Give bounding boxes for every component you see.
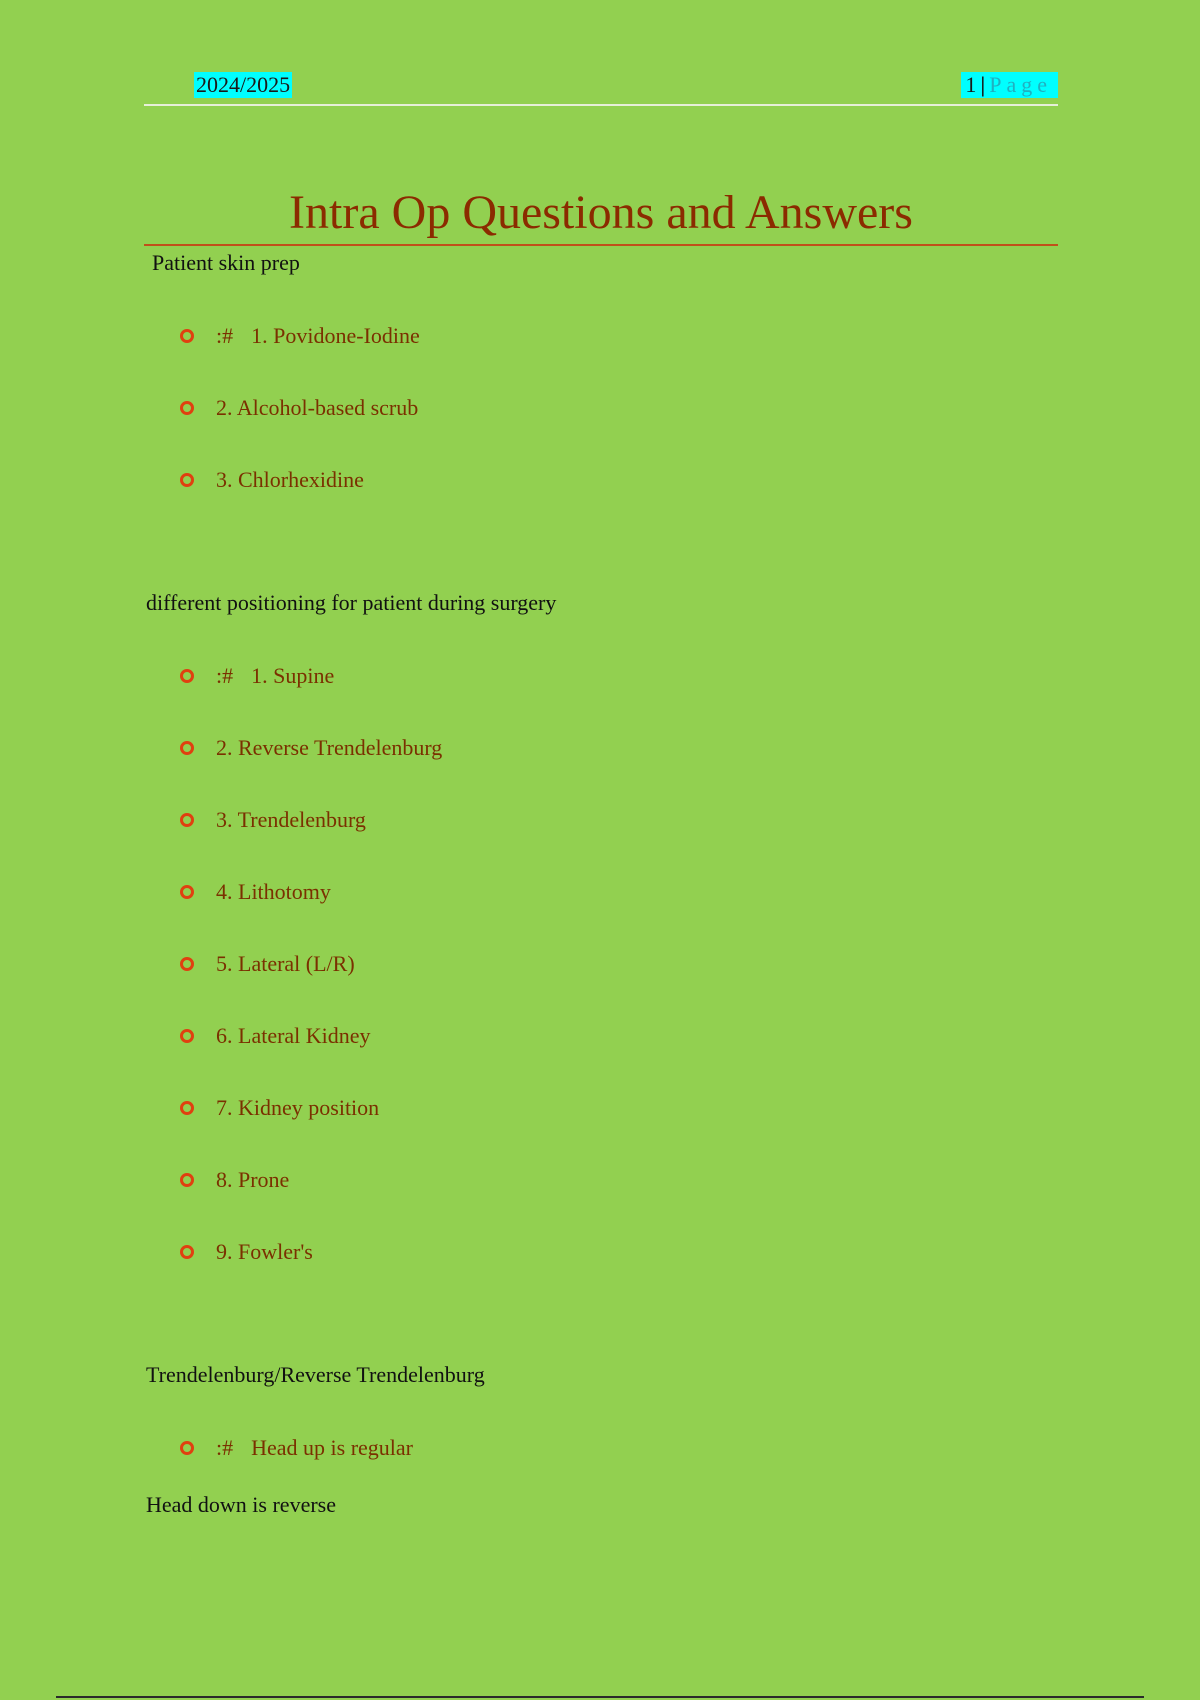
item-text: 1. Povidone-Iodine bbox=[251, 323, 420, 348]
list-item bbox=[180, 394, 418, 422]
list-item bbox=[180, 1238, 313, 1266]
section-heading-positioning: different positioning for patient during surgery bbox=[146, 590, 557, 615]
item-text: Head up is regular bbox=[251, 1435, 414, 1460]
section-heading-skin-prep: Patient skin prep bbox=[152, 250, 300, 275]
item-text: 2. Reverse Trendelenburg bbox=[216, 735, 443, 760]
circle-bullet-icon bbox=[180, 669, 194, 683]
list-item bbox=[180, 1022, 371, 1050]
item-text: 8. Prone bbox=[216, 1167, 290, 1192]
circle-bullet-icon bbox=[180, 1245, 194, 1259]
page-separator: | bbox=[980, 72, 986, 97]
circle-bullet-icon bbox=[180, 1173, 194, 1187]
list-item bbox=[180, 1094, 379, 1122]
header-page-indicator bbox=[961, 72, 1058, 98]
circle-bullet-icon bbox=[180, 401, 194, 415]
list-item bbox=[180, 662, 334, 690]
item-text: 9. Fowler's bbox=[216, 1239, 313, 1264]
list-item bbox=[180, 322, 420, 350]
item-prefix: :# bbox=[216, 1435, 234, 1460]
circle-bullet-icon bbox=[180, 1101, 194, 1115]
page-number: 1 bbox=[965, 72, 977, 97]
circle-bullet-icon bbox=[180, 1441, 194, 1455]
list-item bbox=[180, 878, 331, 906]
closing-text: Head down is reverse bbox=[146, 1492, 336, 1517]
circle-bullet-icon bbox=[180, 885, 194, 899]
item-text: 5. Lateral (L/R) bbox=[216, 951, 355, 976]
circle-bullet-icon bbox=[180, 473, 194, 487]
circle-bullet-icon bbox=[180, 1029, 194, 1043]
item-text: 1. Supine bbox=[251, 663, 335, 688]
item-text: 3. Trendelenburg bbox=[216, 807, 366, 832]
circle-bullet-icon bbox=[180, 813, 194, 827]
item-text: 3. Chlorhexidine bbox=[216, 467, 364, 492]
footer-divider bbox=[56, 1696, 1144, 1698]
item-text: 7. Kidney position bbox=[216, 1095, 380, 1120]
section-heading-trendelenburg: Trendelenburg/Reverse Trendelenburg bbox=[146, 1362, 485, 1387]
header-year: 2024/2025 bbox=[196, 72, 291, 97]
circle-bullet-icon bbox=[180, 741, 194, 755]
list-item bbox=[180, 806, 366, 834]
circle-bullet-icon bbox=[180, 957, 194, 971]
item-text: 4. Lithotomy bbox=[216, 879, 331, 904]
circle-bullet-icon bbox=[180, 329, 194, 343]
document-title: Intra Op Questions and Answers bbox=[144, 182, 1058, 246]
page-header bbox=[144, 68, 1058, 106]
list-item bbox=[180, 466, 364, 494]
list-item bbox=[180, 734, 442, 762]
item-prefix: :# bbox=[216, 663, 234, 688]
list-item bbox=[180, 1434, 413, 1462]
page-word: Page bbox=[989, 72, 1052, 97]
item-prefix: :# bbox=[216, 323, 234, 348]
item-text: 2. Alcohol-based scrub bbox=[216, 395, 419, 420]
list-item bbox=[180, 950, 355, 978]
item-text: 6. Lateral Kidney bbox=[216, 1023, 371, 1048]
list-item bbox=[180, 1166, 289, 1194]
